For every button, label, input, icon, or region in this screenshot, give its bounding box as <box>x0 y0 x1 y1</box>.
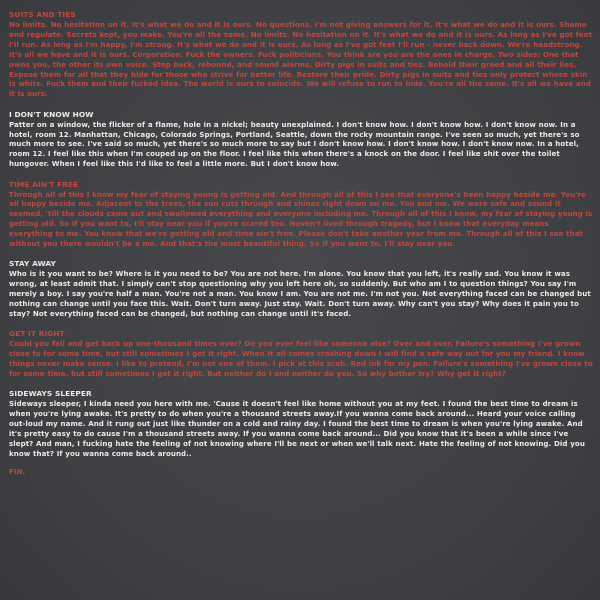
song-title: SUITS AND TIES <box>9 10 76 19</box>
song-lyrics: Who is it you want to be? Where is it you need to be? You are not here. I'm alone. You know that you left, it's really sad. You know it was wrong, at least admit that. I simply can't stop questioning why you left here oh, so suddenly. But who am I to question things? You say I'm merely a boy. I say you're half a man. You're not a man. You know I am. You are not me. I'm not you. Not everything faced can be changed but nothing can change until you face this. Wait. Don't turn away. Just stay. Wait. Don't turn away. Why can't you stay? Why does it pain you to stay? Not everything faced can be changed, but nothing can change until it's faced. <box>9 269 591 319</box>
song-title: GET IT RIGHT <box>9 329 65 339</box>
song-title: I DON'T KNOW HOW <box>9 109 94 119</box>
song-sideways-sleeper <box>9 389 594 458</box>
song-time-aint-free <box>9 180 594 249</box>
song-title: SIDEWAYS SLEEPER <box>9 389 92 399</box>
fin-label: FIN. <box>9 466 26 476</box>
song-lyrics: Through all of this I know my fear of staying young is getting old. And through all of this I see that everyone's been happy beside me. You're all happy beside me. Adjacent to the trees, the sun cuts through and shines right down on me. You and me. We were safe and sound it seemed, 'till the clouds came out and swallowed everything and everyone including me. Through all of this I know, my fear of staying young is getting old. So if you want to, I'll stay near you if you're scared too. Haven't lived through tragedy, but I know that everyday means everything to me. You know that we're getting old and time ain't free. Please don't take another year from me. Through all of this I see that without you there wouldn't be a me. And that's the most beautiful thing. So if you want to, I'll stay near you. <box>9 189 593 249</box>
song-suits-and-ties <box>9 10 594 99</box>
song-get-it-right <box>9 329 594 379</box>
song-lyrics: Could you fall and get back up one-thousand times over? Do you ever feel like someone else? Over and over. Failure's something I've grown close to for some time, but still sometimes I get it right. When it all comes crashing down I will find a safe way out for you my friend. I know things never make sense. I like to pretend, I'm not one of them. I pick at this scab. Red ink for my pen. Failure's something I've grown close to for some time, but still sometimes I get it right. But neither do I and neither do you. So why bother try? Why get it right? <box>9 339 593 379</box>
song-stay-away <box>9 259 594 319</box>
song-i-dont-know-how <box>9 110 594 170</box>
song-title: STAY AWAY <box>9 259 56 269</box>
song-lyrics: Patter on a window, the flicker of a flame, hole in a nickel; beauty unexplained. I don't know how. I don't know how. I don't know now. In a hotel, room 12. Manhattan, Chicago, Colorado Springs, Portland, Seattle, down the rocky mountain range. I've seen so much, yet there's so much more to see. I've said so much, yet there's so much more to say but I don't know how. I don't know how. I don't know now. In a hotel, room 12. I feel like this when I'm couped up on the floor. I feel like this when there's a knock on the door. I feel like shit over the toilet hungover. When I feel like this I'd like to feel a little more. But I don't know how. <box>9 119 580 169</box>
song-lyrics: No limits. No hesitation on it. It's what we do and it is ours. No questions. I'm not giving answers for it. It's what we do and it is ours. Shame and regulate. Secrets kept, you make. You're all the same. No limits. No hesitation on it. It's what we do and it is ours. As long as I've got feet I'll run. As long as I'm happy, I'm strong. It's what we do and it is ours. As long as I've got feet I'll run - never back down. We're headstrong. It's all we have and it is ours. Corporation. Fuck the owners. Fuck politicians. You think are you are the ones in charge. Two sides: One that owns you, the other its own voice. Step back, rebound, and sound alarms. Dirty pigs in suits and ties. Behold their greed and all their lies. Expose them for all that they hide for those who strive for better life. Restore their pride. Dirty pigs in suits and ties only protect whose skin is white. Fuck them and their fucked idea. The world is ours to coincide. We will refuse to run to hide. You're all the same. It's all we have and it is ours. <box>9 20 593 99</box>
song-title: TIME AIN'T FREE <box>9 179 79 189</box>
song-lyrics: Sideways sleeper, I kinda need you here with me. 'Cause it doesn't feel like home without you at my feet. I found the best time to dream is when you're lying awake. It's pretty to do when you're a thousand streets away.If you wanna come back around... Heard your voice calling out-loud my name. And it rung out just like thunder on a cold and rainy day. I found the best time to dream is when you're lying awake. And it's pretty easy to do cause I'm a thousand streets away. If you wanna come back around... Did you know that it's been a while since I've slept? And man, I fucking hate the feeling of not knowing where I'll be next or when we'll talk next. Hate the feeling of not knowing. Did you know that? If you wanna come back around.. <box>9 399 585 458</box>
